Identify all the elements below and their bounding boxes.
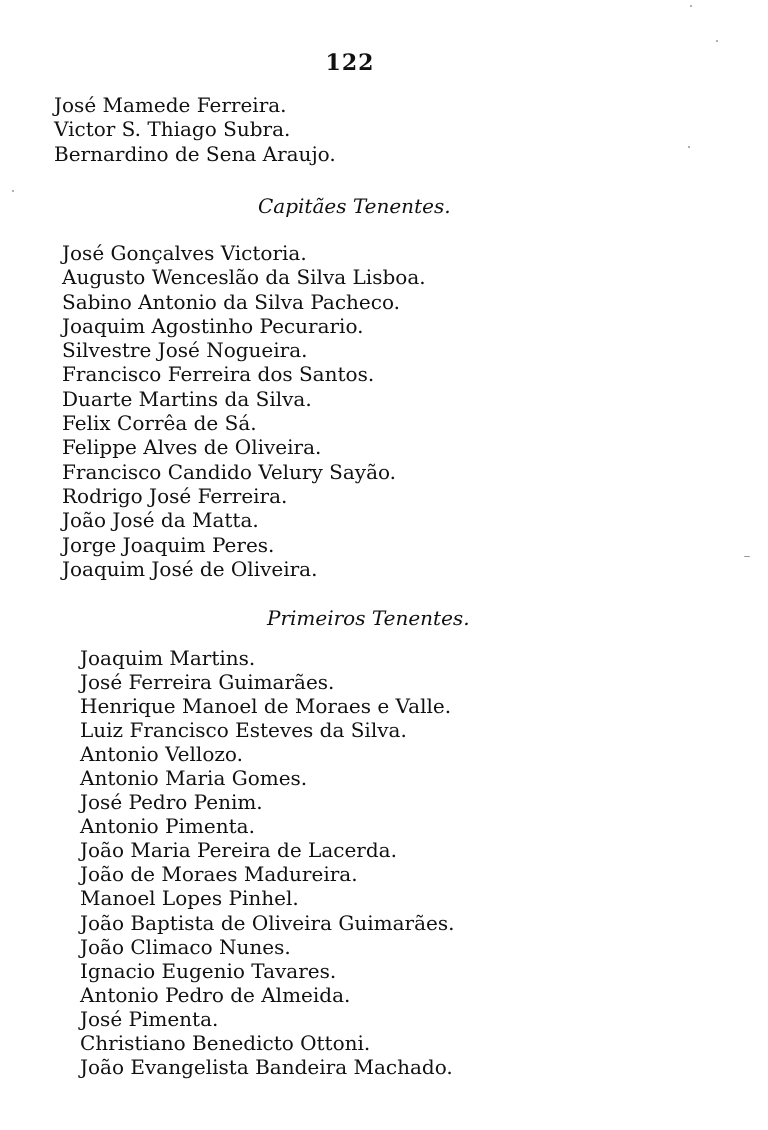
list-item: Joaquim Martins.	[80, 646, 256, 670]
top-name-list	[54, 93, 336, 166]
list-item: Luiz Francisco Esteves da Silva.	[80, 718, 407, 743]
list-item: Joaquim Agostinho Pecurario.	[62, 313, 364, 338]
page-number: 122	[325, 50, 375, 76]
section-heading-primeiros-tenentes: Primeiros Tenentes.	[267, 606, 470, 630]
paper-speck	[744, 556, 750, 557]
list-item: Joaquim José de Oliveira.	[62, 556, 318, 581]
list-item: João de Moraes Madureira.	[80, 862, 358, 887]
list-item: Francisco Candido Velury Sayão.	[62, 459, 397, 484]
list-item: Felippe Alves de Oliveira.	[62, 435, 322, 460]
list-item: José Gonçalves Victoria.	[62, 241, 307, 265]
list-item: João Baptista de Oliveira Guimarães.	[80, 910, 455, 935]
section-heading-capitaes-tenentes: Capitães Tenentes.	[258, 194, 451, 218]
list-item: Henrique Manoel de Moraes e Valle.	[80, 694, 452, 719]
list-item: Francisco Ferreira dos Santos.	[62, 362, 375, 387]
paper-speck	[716, 40, 718, 42]
list-item: Augusto Wenceslão da Silva Lisboa.	[62, 265, 426, 290]
list-item: Duarte Martins da Silva.	[62, 386, 312, 411]
list-item: José Pimenta.	[80, 1006, 219, 1031]
list-item: Rodrigo José Ferreira.	[62, 483, 288, 508]
list-item: Felix Corrêa de Sá.	[62, 411, 257, 436]
list-item: Victor S. Thiago Subra.	[54, 117, 291, 142]
list-item: Manoel Lopes Pinhel.	[80, 886, 299, 911]
list-item: José Pedro Penim.	[80, 790, 263, 815]
list-item: Antonio Pimenta.	[80, 814, 255, 839]
list-item: Christiano Benedicto Ottoni.	[80, 1030, 371, 1055]
list-item: João Climaco Nunes.	[80, 934, 291, 959]
list-item: Sabino Antonio da Silva Pacheco.	[62, 289, 400, 314]
list-item: José Ferreira Guimarães.	[80, 670, 335, 695]
list-item: Silvestre José Nogueira.	[62, 338, 308, 363]
paper-speck	[690, 5, 692, 7]
list-item: Antonio Pedro de Almeida.	[80, 982, 351, 1007]
capitaes-tenentes-list	[62, 241, 426, 581]
list-item: José Mamede Ferreira.	[54, 93, 287, 117]
list-item: João José da Matta.	[62, 508, 259, 533]
list-item: Ignacio Eugenio Tavares.	[80, 958, 337, 983]
paper-speck	[12, 190, 14, 192]
list-item: Antonio Maria Gomes.	[80, 766, 308, 791]
list-item: Antonio Vellozo.	[80, 742, 243, 767]
list-item: Bernardino de Sena Araujo.	[54, 141, 336, 166]
list-item: Jorge Joaquim Peres.	[62, 532, 275, 557]
paper-speck	[688, 146, 690, 148]
list-item: João Evangelista Bandeira Machado.	[80, 1054, 453, 1079]
list-item: João Maria Pereira de Lacerda.	[80, 838, 397, 863]
primeiros-tenentes-list	[80, 646, 454, 1079]
